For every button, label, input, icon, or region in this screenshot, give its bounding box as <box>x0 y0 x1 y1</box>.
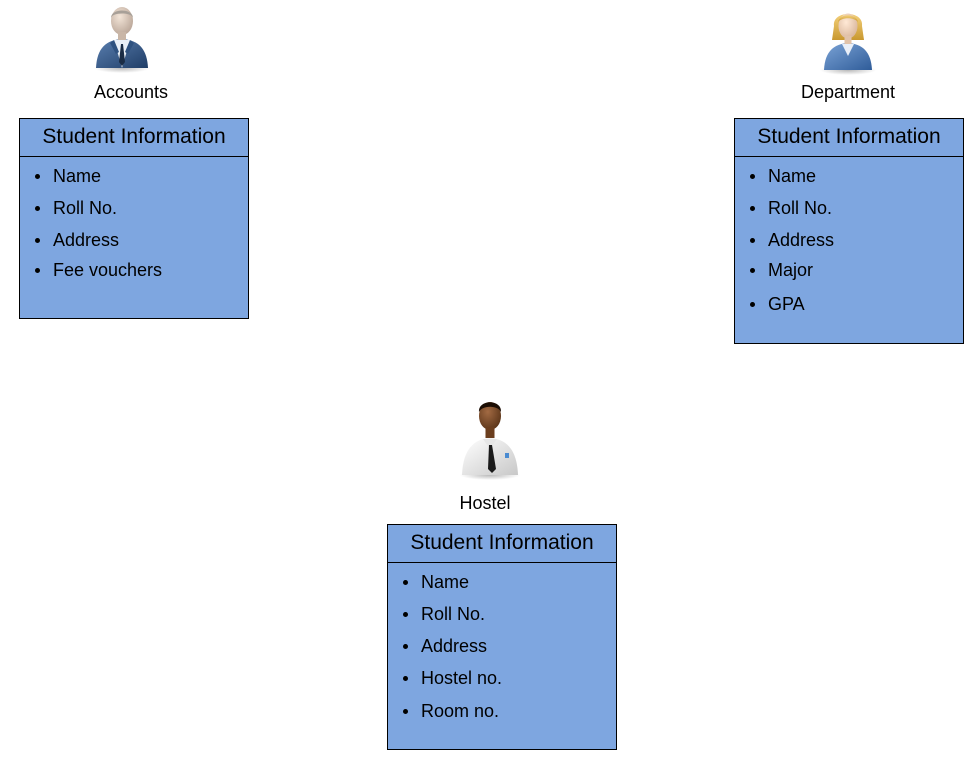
department-label: Department <box>800 82 896 102</box>
businesswoman-icon <box>818 4 878 76</box>
bullet-icon <box>35 268 40 273</box>
bullet-icon <box>750 206 755 211</box>
list-item: Address <box>388 635 616 667</box>
accounts-label: Accounts <box>93 82 169 102</box>
hostel-student-info-card <box>387 524 617 750</box>
list-item: Name <box>20 165 248 197</box>
info-list <box>20 157 248 289</box>
list-item: Address <box>20 229 248 259</box>
bullet-icon <box>750 268 755 273</box>
hostel-label: Hostel <box>459 493 511 513</box>
list-item: Name <box>388 571 616 603</box>
bullet-icon <box>403 612 408 617</box>
card-title: Student Information <box>388 525 616 563</box>
bullet-icon <box>35 206 40 211</box>
staff-man-icon <box>457 393 523 481</box>
info-list <box>735 157 963 323</box>
department-actor-icon <box>818 4 878 76</box>
list-item: Name <box>735 165 963 197</box>
list-item: GPA <box>735 293 963 323</box>
card-title: Student Information <box>735 119 963 157</box>
list-item: Roll No. <box>735 197 963 229</box>
list-item: Roll No. <box>20 197 248 229</box>
department-student-info-card <box>734 118 964 344</box>
bullet-icon <box>750 238 755 243</box>
accounts-actor-icon <box>92 2 152 74</box>
card-title: Student Information <box>20 119 248 157</box>
list-item: Address <box>735 229 963 259</box>
businessman-icon <box>92 2 152 74</box>
bullet-icon <box>35 238 40 243</box>
list-item: Roll No. <box>388 603 616 635</box>
bullet-icon <box>750 302 755 307</box>
bullet-icon <box>403 644 408 649</box>
bullet-icon <box>403 709 408 714</box>
accounts-student-info-card <box>19 118 249 319</box>
list-item: Hostel no. <box>388 667 616 700</box>
hostel-actor-icon <box>457 393 523 481</box>
bullet-icon <box>403 676 408 681</box>
info-list <box>388 563 616 730</box>
list-item: Major <box>735 259 963 293</box>
bullet-icon <box>403 580 408 585</box>
bullet-icon <box>35 174 40 179</box>
list-item: Fee vouchers <box>20 259 248 289</box>
bullet-icon <box>750 174 755 179</box>
list-item: Room no. <box>388 700 616 730</box>
